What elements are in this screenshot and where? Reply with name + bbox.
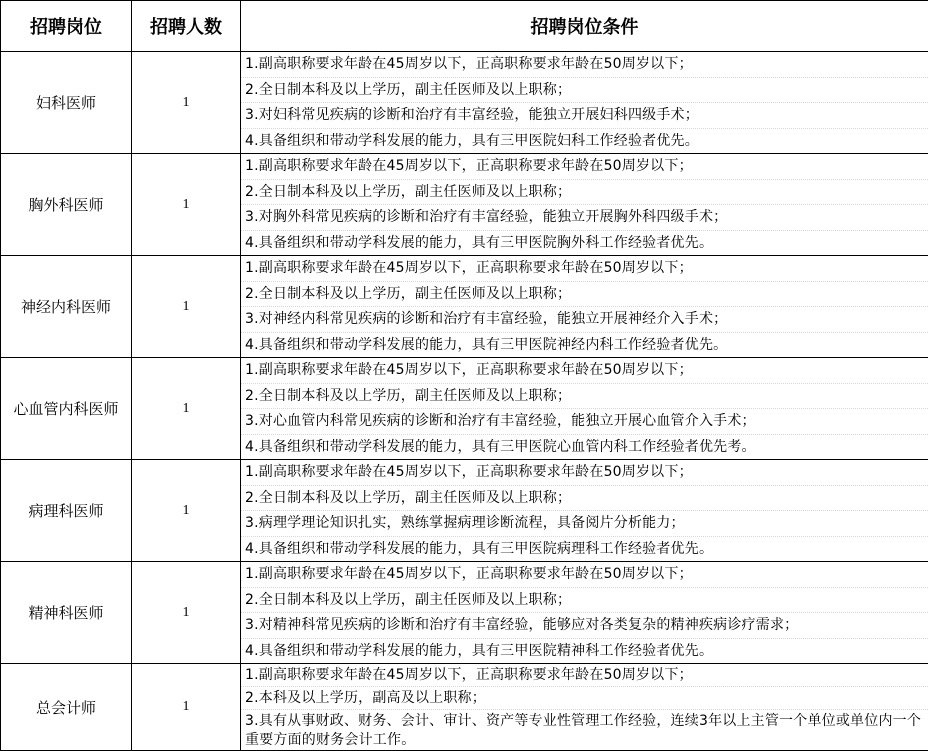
condition-line: 1.副高职称要求年龄在45周岁以下，正高职称要求年龄在50周岁以下； <box>241 256 928 282</box>
header-row <box>1 1 928 52</box>
position-cell: 精神科医师 <box>1 562 132 664</box>
position-cell: 总会计师 <box>1 664 132 751</box>
condition-line: 4.具备组织和带动学科发展的能力，具有三甲医院心血管内科工作经验者优先考。 <box>241 435 928 460</box>
position-cell: 胸外科医师 <box>1 154 132 256</box>
table-row <box>1 154 928 256</box>
table-row <box>1 256 928 358</box>
condition-line: 1.副高职称要求年龄在45周岁以下，正高职称要求年龄在50周岁以下； <box>241 664 928 687</box>
condition-line: 4.具备组织和带动学科发展的能力，具有三甲医院胸外科工作经验者优先。 <box>241 231 928 256</box>
conditions-cell <box>241 460 928 562</box>
condition-line: 1.副高职称要求年龄在45周岁以下，正高职称要求年龄在50周岁以下； <box>241 358 928 384</box>
condition-line: 2.全日制本科及以上学历，副主任医师及以上职称； <box>241 78 928 104</box>
header-count: 招聘人数 <box>132 1 241 52</box>
condition-line: 2.本科及以上学历，副高及以上职称； <box>241 687 928 710</box>
table-row <box>1 52 928 154</box>
condition-line: 1.副高职称要求年龄在45周岁以下，正高职称要求年龄在50周岁以下； <box>241 154 928 180</box>
count-cell: 1 <box>132 52 241 154</box>
condition-line: 2.全日制本科及以上学历，副主任医师及以上职称； <box>241 282 928 308</box>
condition-line: 3.对精神科常见疾病的诊断和治疗有丰富经验，能够应对各类复杂的精神疾病诊疗需求； <box>241 613 928 639</box>
conditions-cell <box>241 358 928 460</box>
table-row <box>1 562 928 664</box>
table-row <box>1 664 928 751</box>
count-cell: 1 <box>132 358 241 460</box>
table-row <box>1 460 928 562</box>
conditions-cell <box>241 256 928 358</box>
conditions-cell <box>241 562 928 664</box>
condition-line: 3.对妇科常见疾病的诊断和治疗有丰富经验，能独立开展妇科四级手术； <box>241 103 928 129</box>
count-cell: 1 <box>132 664 241 751</box>
condition-line: 4.具备组织和带动学科发展的能力，具有三甲医院妇科工作经验者优先。 <box>241 129 928 154</box>
condition-line: 2.全日制本科及以上学历，副主任医师及以上职称； <box>241 180 928 206</box>
condition-line: 3.病理学理论知识扎实，熟练掌握病理诊断流程，具备阅片分析能力； <box>241 511 928 537</box>
count-cell: 1 <box>132 154 241 256</box>
count-cell: 1 <box>132 256 241 358</box>
table-row <box>1 358 928 460</box>
condition-line: 3.具有从事财政、财务、会计、审计、资产等专业性管理工作经验，连续3年以上主管一个单位或单位内一个重要方面的财务会计工作。 <box>241 710 928 750</box>
condition-line: 1.副高职称要求年龄在45周岁以下，正高职称要求年龄在50周岁以下； <box>241 460 928 486</box>
header-position: 招聘岗位 <box>1 1 132 52</box>
position-cell: 病理科医师 <box>1 460 132 562</box>
condition-line: 2.全日制本科及以上学历，副主任医师及以上职称； <box>241 486 928 512</box>
condition-line: 3.对胸外科常见疾病的诊断和治疗有丰富经验，能独立开展胸外科四级手术； <box>241 205 928 231</box>
conditions-cell <box>241 664 928 751</box>
position-cell: 妇科医师 <box>1 52 132 154</box>
condition-line: 3.对心血管内科常见疾病的诊断和治疗有丰富经验，能独立开展心血管介入手术； <box>241 409 928 435</box>
count-cell: 1 <box>132 562 241 664</box>
condition-line: 4.具备组织和带动学科发展的能力，具有三甲医院精神科工作经验者优先。 <box>241 639 928 664</box>
count-cell: 1 <box>132 460 241 562</box>
position-cell: 神经内科医师 <box>1 256 132 358</box>
position-cell: 心血管内科医师 <box>1 358 132 460</box>
condition-line: 4.具备组织和带动学科发展的能力，具有三甲医院神经内科工作经验者优先。 <box>241 333 928 358</box>
header-conditions: 招聘岗位条件 <box>241 1 928 52</box>
condition-line: 3.对神经内科常见疾病的诊断和治疗有丰富经验，能独立开展神经介入手术； <box>241 307 928 333</box>
conditions-cell <box>241 154 928 256</box>
condition-line: 1.副高职称要求年龄在45周岁以下，正高职称要求年龄在50周岁以下； <box>241 562 928 588</box>
condition-line: 1.副高职称要求年龄在45周岁以下，正高职称要求年龄在50周岁以下； <box>241 52 928 78</box>
conditions-cell <box>241 52 928 154</box>
condition-line: 4.具备组织和带动学科发展的能力，具有三甲医院病理科工作经验者优先。 <box>241 537 928 562</box>
condition-line: 2.全日制本科及以上学历，副主任医师及以上职称； <box>241 384 928 410</box>
condition-line: 2.全日制本科及以上学历，副主任医师及以上职称； <box>241 588 928 614</box>
